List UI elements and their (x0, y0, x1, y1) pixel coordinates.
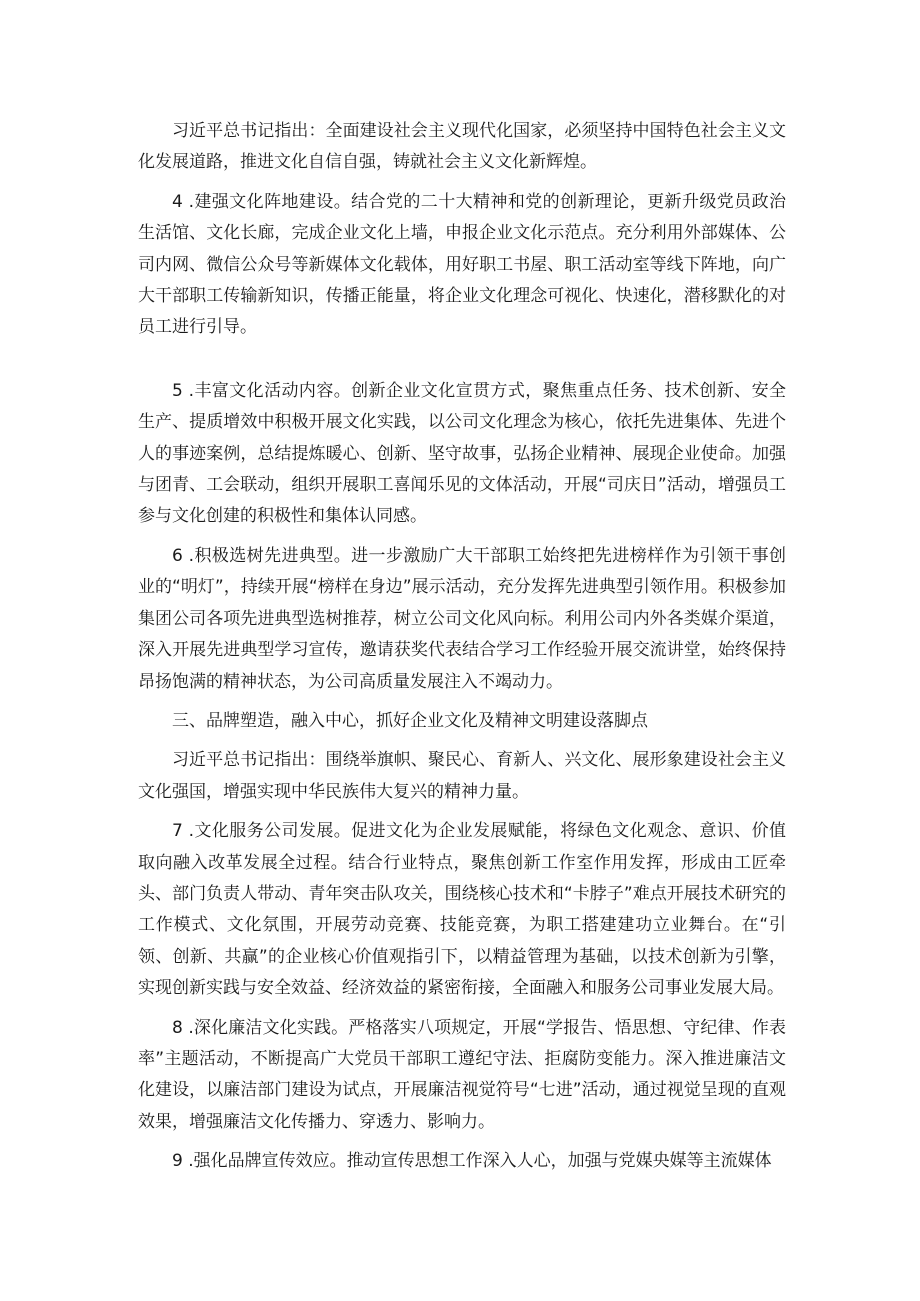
document-body (138, 116, 786, 1186)
item-4-paragraph: 4 .建强文化阵地建设。结合党的二十大精神和党的创新理论，更新升级党员政治生活馆、文化长廊，完成企业文化上墙，申报企业文化示范点。充分利用外部媒体、公司内网、微信公众号等新媒体文化载体，用好职工书屋、职工活动室等线下阵地，向广大干部职工传输新知识，传播正能量，将企业文化理念可视化、快速化，潜移默化的对员工进行引导。 (138, 191, 786, 338)
quote-paragraph-1: 习近平总书记指出：全面建设社会主义现代化国家，必须坚持中国特色社会主义文化发展道路，推进文化自信自强，铸就社会主义文化新辉煌。 (138, 121, 786, 173)
quote-paragraph-2: 习近平总书记指出：围绕举旗帜、聚民心、育新人、兴文化、展形象建设社会主义文化强国，增强实现中华民族伟大复兴的精神力量。 (138, 750, 786, 802)
item-6-paragraph: 6 .积极选树先进典型。进一步激励广大干部职工始终把先进榜样作为引领干事创业的“明灯”，持续开展“榜样在身边”展示活动，充分发挥先进典型引领作用。积极参加集团公司各项先进典型选树推荐，树立公司文化风向标。利用公司内外各类媒介渠道，深入开展先进典型学习宣传，邀请获奖代表结合学习工作经验开展交流讲堂，始终保持昂扬饱满的精神状态，为公司高质量发展注入不竭动力。 (138, 545, 786, 692)
item-8-paragraph: 8 .深化廉洁文化实践。严格落实八项规定，开展“学报告、悟思想、守纪律、作表率”主题活动，不断提高广大党员干部职工遵纪守法、拒腐防变能力。深入推进廉洁文化建设，以廉洁部门建设为试点，开展廉洁视觉符号“七进”活动，通过视觉呈现的直观效果，增强廉洁文化传播力、穿透力、影响力。 (138, 1017, 786, 1132)
section-heading-3: 三、品牌塑造，融入中心，抓好企业文化及精神文明建设落脚点 (172, 710, 648, 731)
item-5-paragraph: 5 .丰富文化活动内容。创新企业文化宣贯方式，聚焦重点任务、技术创新、安全生产、提质增效中积极开展文化实践，以公司文化理念为核心，依托先进集体、先进个人的事迹案例，总结提炼暖心、创新、坚守故事，弘扬企业精神、展现企业使命。加强与团青、工会联动，组织开展职工喜闻乐见的文体活动，开展“司庆日”活动，增强员工参与文化创建的积极性和集体认同感。 (138, 380, 786, 527)
item-9-paragraph: 9 .强化品牌宣传效应。推动宣传思想工作深入人心，加强与党媒央媒等主流媒体 (172, 1151, 772, 1172)
item-7-paragraph: 7 .文化服务公司发展。促进文化为企业发展赋能，将绿色文化观念、意识、价值取向融入改革发展全过程。结合行业特点，聚焦创新工作室作用发挥，形成由工匠牵头、部门负责人带动、青年突击队攻关，围绕核心技术和“卡脖子”难点开展技术研究的工作模式、文化氛围，开展劳动竞赛、技能竞赛，为职工搭建建功立业舞台。在“引领、创新、共赢”的企业核心价值观指引下，以精益管理为基础，以技术创新为引擎，实现创新实践与安全效益、经济效益的紧密衔接，全面融入和服务公司事业发展大局。 (138, 821, 786, 999)
